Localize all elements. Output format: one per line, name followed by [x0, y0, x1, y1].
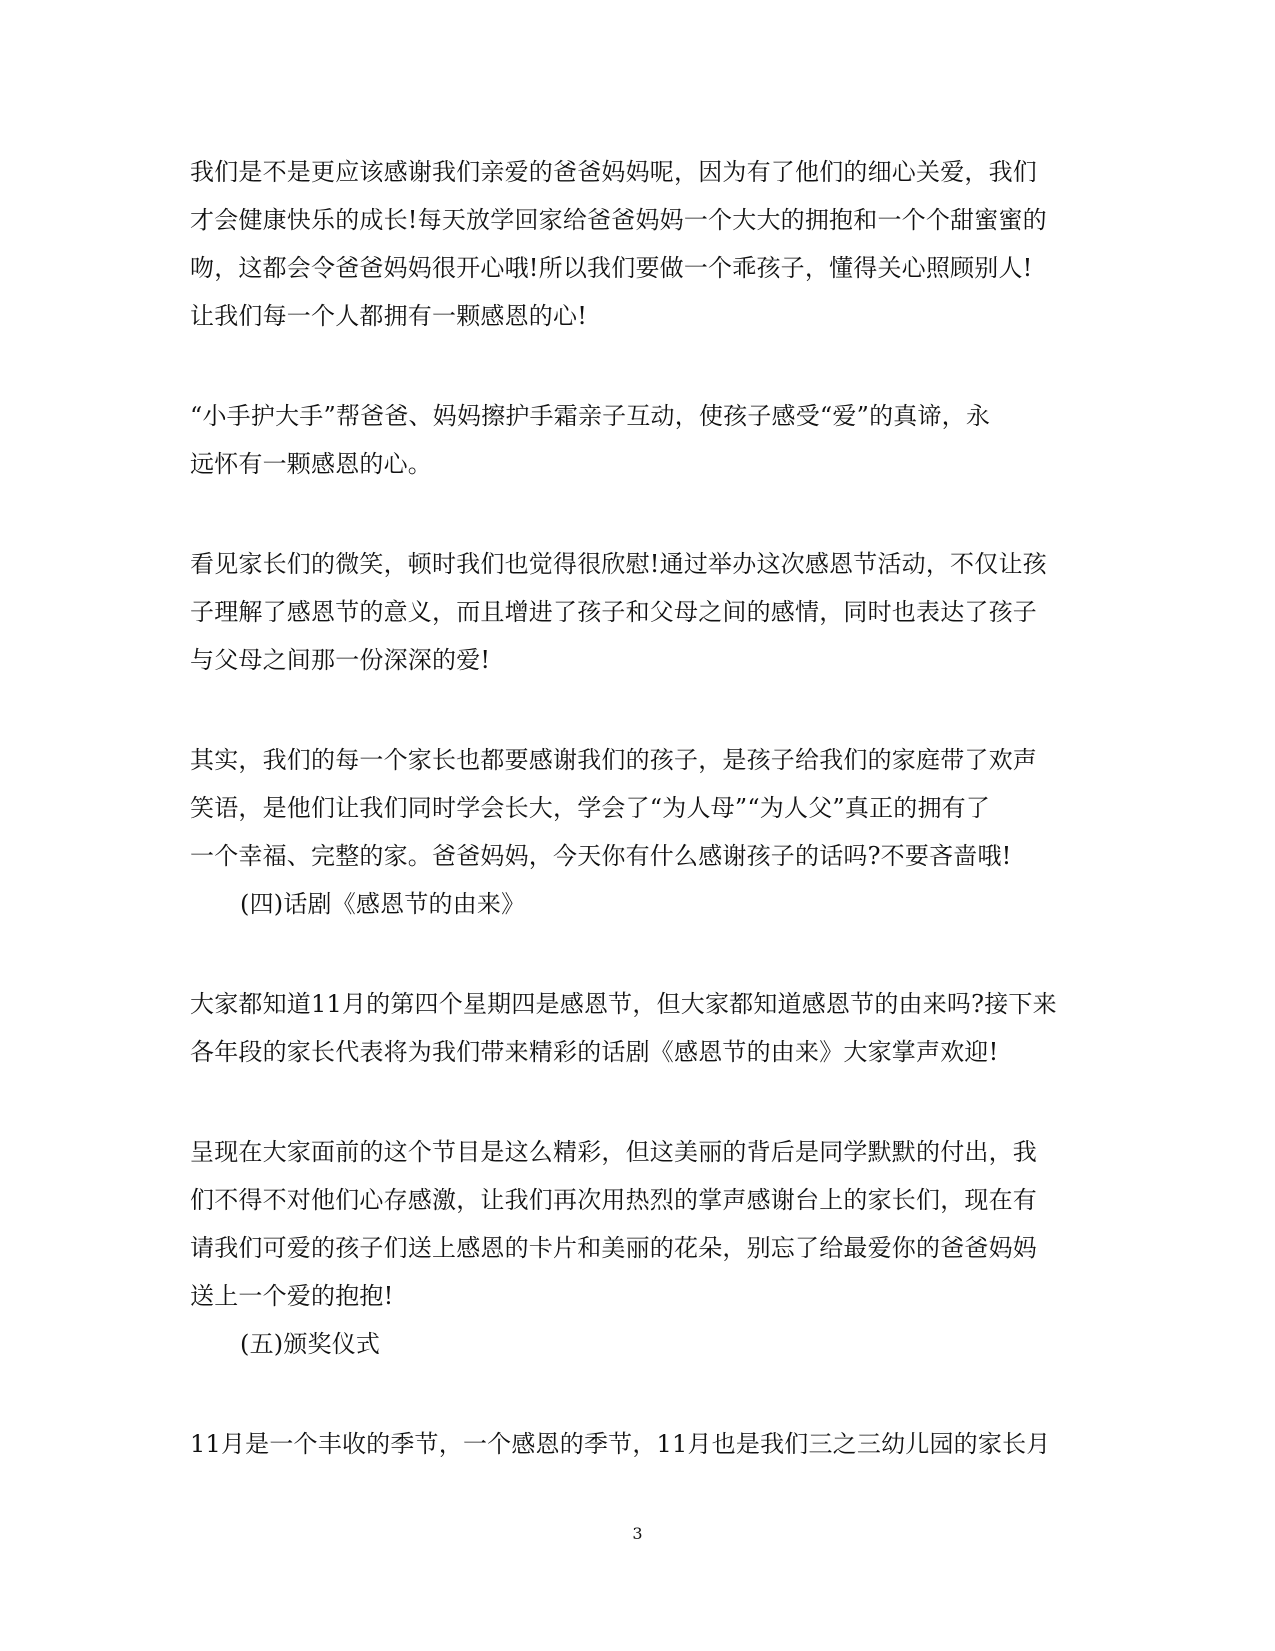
paragraph-line: 请我们可爱的孩子们送上感恩的卡片和美丽的花朵，别忘了给最爱你的爸爸妈妈: [190, 1234, 1037, 1262]
paragraph-line: 我们是不是更应该感谢我们亲爱的爸爸妈妈呢，因为有了他们的细心关爱，我们: [190, 158, 1037, 186]
paragraph-line: “小手护大手”帮爸爸、妈妈擦护手霜亲子互动，使孩子感受“爱”的真谛，永: [190, 402, 991, 430]
paragraph-line: 远怀有一颗感恩的心。: [190, 450, 432, 478]
paragraph-line: 与父母之间那一份深深的爱!: [190, 646, 491, 674]
paragraph-line: 笑语，是他们让我们同时学会长大，学会了“为人母”“为人父”真正的拥有了: [190, 794, 991, 822]
paragraph-line: 子理解了感恩节的意义，而且增进了孩子和父母之间的感情，同时也表达了孩子: [190, 598, 1037, 626]
paragraph-line: 们不得不对他们心存感激，让我们再次用热烈的掌声感谢台上的家长们，现在有: [190, 1186, 1037, 1214]
paragraph-line: 各年段的家长代表将为我们带来精彩的话剧《感恩节的由来》大家掌声欢迎!: [190, 1038, 999, 1066]
section-heading: (五)颁奖仪式: [240, 1330, 381, 1358]
paragraph-line: 一个幸福、完整的家。爸爸妈妈，今天你有什么感谢孩子的话吗?不要吝啬哦!: [190, 842, 1012, 870]
section-heading: (四)话剧《感恩节的由来》: [240, 890, 526, 918]
paragraph-line: 呈现在大家面前的这个节目是这么精彩，但这美丽的背后是同学默默的付出，我: [190, 1138, 1037, 1166]
page-number: 3: [632, 1524, 643, 1543]
paragraph-line: 11月是一个丰收的季节，一个感恩的季节，11月也是我们三之三幼儿园的家长月: [190, 1430, 1051, 1458]
paragraph-line: 吻，这都会令爸爸妈妈很开心哦!所以我们要做一个乖孩子，懂得关心照顾别人!: [190, 254, 1033, 282]
paragraph-line: 让我们每一个人都拥有一颗感恩的心!: [190, 302, 588, 330]
paragraph-line: 才会健康快乐的成长!每天放学回家给爸爸妈妈一个大大的拥抱和一个个甜蜜蜜的: [190, 206, 1047, 234]
paragraph-line: 送上一个爱的抱抱!: [190, 1282, 394, 1310]
paragraph-line: 其实，我们的每一个家长也都要感谢我们的孩子，是孩子给我们的家庭带了欢声: [190, 746, 1037, 774]
paragraph-line: 大家都知道11月的第四个星期四是感恩节，但大家都知道感恩节的由来吗?接下来: [190, 990, 1057, 1018]
paragraph-line: 看见家长们的微笑，顿时我们也觉得很欣慰!通过举办这次感恩节活动，不仅让孩: [190, 550, 1047, 578]
